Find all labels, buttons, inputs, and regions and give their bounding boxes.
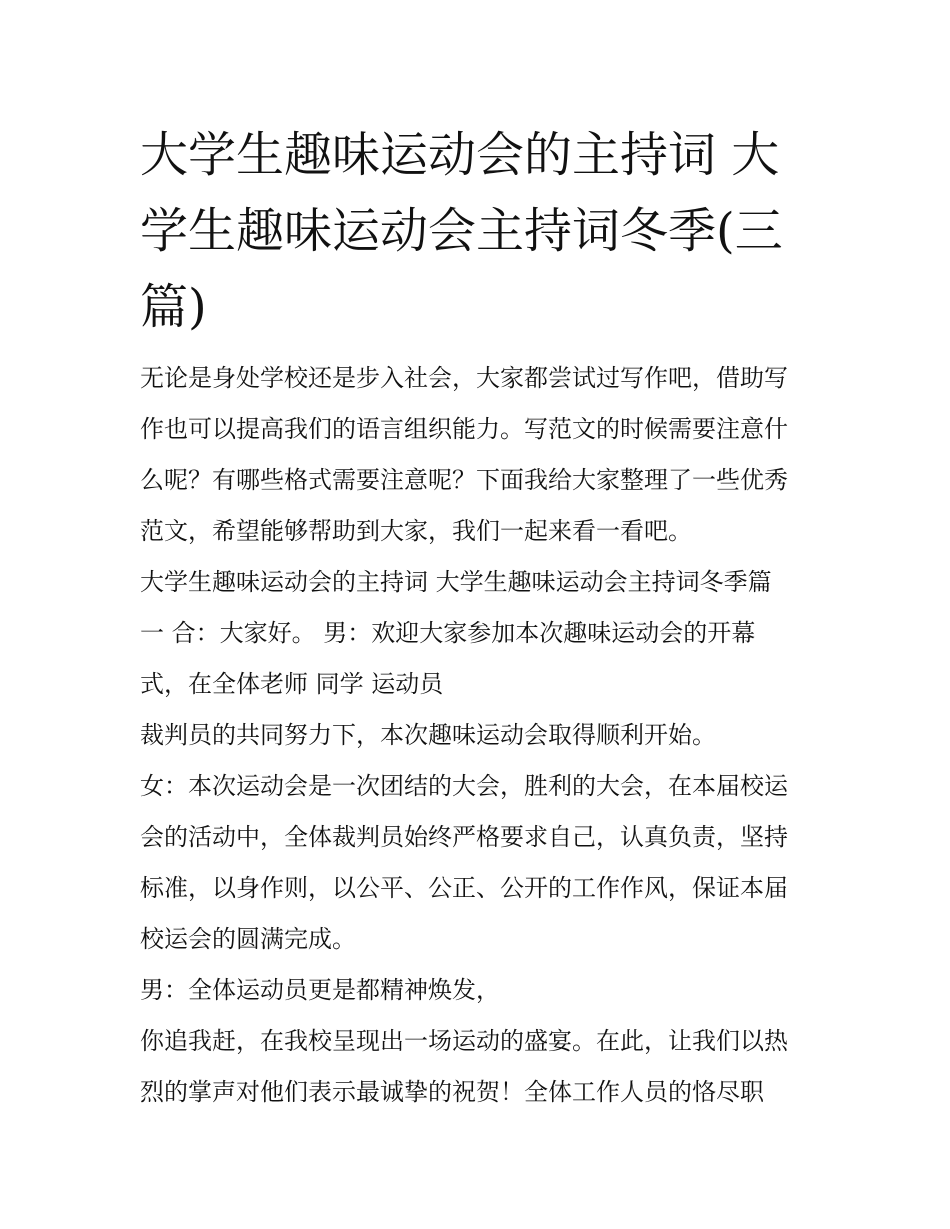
title-line: 大学生趣味运动会的主持词 大 [140, 127, 780, 183]
text-line: 校运会的圆满完成。 [140, 925, 356, 953]
text-line: 标准，以身作则，以公平、公正、公开的工作作风，保证本届 [140, 874, 788, 902]
document-body [140, 353, 820, 1118]
text-line: 大学生趣味运动会的主持词 大学生趣味运动会主持词冬季篇 [140, 568, 772, 596]
text-line: 作也可以提高我们的语言组织能力。写范文的时候需要注意什 [140, 415, 788, 443]
text-line: 么呢？有哪些格式需要注意呢？下面我给大家整理了一些优秀 [140, 466, 788, 494]
text-line: 女：本次运动会是一次团结的大会，胜利的大会，在本届校运 [140, 772, 788, 800]
text-line: 范文，希望能够帮助到大家，我们一起来看一看吧。 [140, 517, 692, 545]
text-line: 会的活动中，全体裁判员始终严格要求自己，认真负责，坚持 [140, 823, 788, 851]
text-line: 你追我赶，在我校呈现出一场运动的盛宴。在此，让我们以热 [140, 1027, 788, 1055]
text-line: 裁判员的共同努力下，本次趣味运动会取得顺利开始。 [140, 721, 716, 749]
title-line: 学生趣味运动会主持词冬季(三 [140, 203, 783, 259]
text-line: 无论是身处学校还是步入社会，大家都尝试过写作吧，借助写 [140, 364, 788, 392]
text-line: 式，在全体老师 同学 运动员 [140, 670, 444, 698]
text-line: 烈的掌声对他们表示最诚挚的祝贺！全体工作人员的恪尽职 [140, 1078, 764, 1106]
title-line: 篇) [140, 279, 207, 335]
text-line: 男：全体运动员更是都精神焕发， [140, 976, 500, 1004]
document-title [140, 117, 820, 345]
text-line: 一 合：大家好。 男：欢迎大家参加本次趣味运动会的开幕 [140, 619, 756, 647]
